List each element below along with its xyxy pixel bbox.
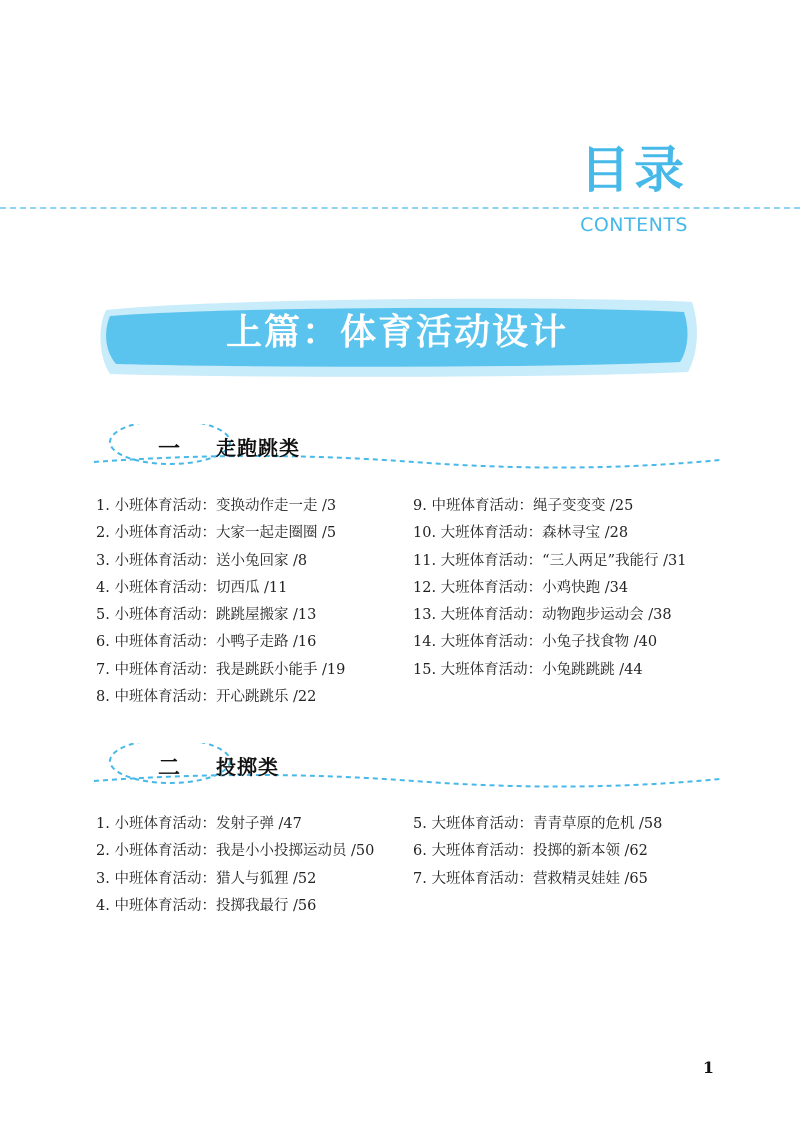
section-2-left-column — [96, 811, 416, 920]
toc-entry[interactable]: 14. 大班体育活动：小兔子找食物 /40 — [413, 634, 658, 651]
toc-entry[interactable]: 6. 大班体育活动：投掷的新本领 /62 — [413, 843, 648, 860]
toc-entry[interactable]: 4. 小班体育活动：切西瓜 /11 — [96, 579, 288, 596]
section-1-title: 走跑跳类 — [216, 436, 300, 460]
toc-entry[interactable]: 8. 中班体育活动：开心跳跳乐 /22 — [96, 689, 317, 706]
toc-entry[interactable]: 7. 中班体育活动：我是跳跃小能手 /19 — [96, 661, 346, 678]
toc-entry[interactable]: 2. 小班体育活动：大家一起走圈圈 /5 — [96, 525, 337, 542]
toc-entry[interactable]: 11. 大班体育活动：“三人两足”我能行 /31 — [413, 552, 687, 569]
toc-entry[interactable]: 3. 中班体育活动：猎人与狐狸 /52 — [96, 870, 317, 887]
section-header-1 — [84, 424, 724, 484]
section-2-title: 投掷类 — [216, 755, 279, 779]
toc-entry[interactable]: 5. 大班体育活动：青青草原的危机 /58 — [413, 816, 663, 832]
section-1-left-column — [96, 493, 416, 711]
toc-entry[interactable]: 1. 小班体育活动：发射子弹 /47 — [96, 816, 302, 832]
toc-entry[interactable]: 12. 大班体育活动：小鸡快跑 /34 — [413, 579, 629, 596]
toc-entry[interactable]: 5. 小班体育活动：跳跳屋搬家 /13 — [96, 607, 317, 624]
toc-entry[interactable]: 10. 大班体育活动：森林寻宝 /28 — [413, 525, 629, 542]
contents-subtitle: CONTENTS — [580, 214, 688, 236]
section-2-right-column — [413, 811, 733, 893]
toc-title: 目录 — [580, 141, 688, 199]
section-header-2 — [84, 743, 724, 803]
toc-entry[interactable]: 9. 中班体育活动：绳子变变变 /25 — [413, 498, 634, 514]
toc-entry[interactable]: 2. 小班体育活动：我是小小投掷运动员 /50 — [96, 843, 375, 860]
toc-entry[interactable]: 13. 大班体育活动：动物跑步运动会 /38 — [413, 607, 672, 624]
toc-entry[interactable]: 3. 小班体育活动：送小兔回家 /8 — [96, 552, 308, 569]
header-divider — [0, 207, 800, 209]
toc-entry[interactable]: 6. 中班体育活动：小鸭子走路 /16 — [96, 634, 317, 651]
section-1-right-column — [413, 493, 733, 684]
section-2-number: 二 — [157, 756, 180, 781]
section-1-number: 一 — [157, 437, 180, 462]
banner-title: 上篇：体育活动设计 — [225, 311, 568, 353]
page-number: 1 — [702, 1058, 714, 1077]
toc-entry[interactable]: 15. 大班体育活动：小兔跳跳跳 /44 — [413, 661, 643, 678]
toc-entry[interactable]: 7. 大班体育活动：营救精灵娃娃 /65 — [413, 870, 648, 887]
toc-entry[interactable]: 4. 中班体育活动：投掷我最行 /56 — [96, 897, 317, 914]
toc-entry[interactable]: 1. 小班体育活动：变换动作走一走 /3 — [96, 498, 337, 514]
